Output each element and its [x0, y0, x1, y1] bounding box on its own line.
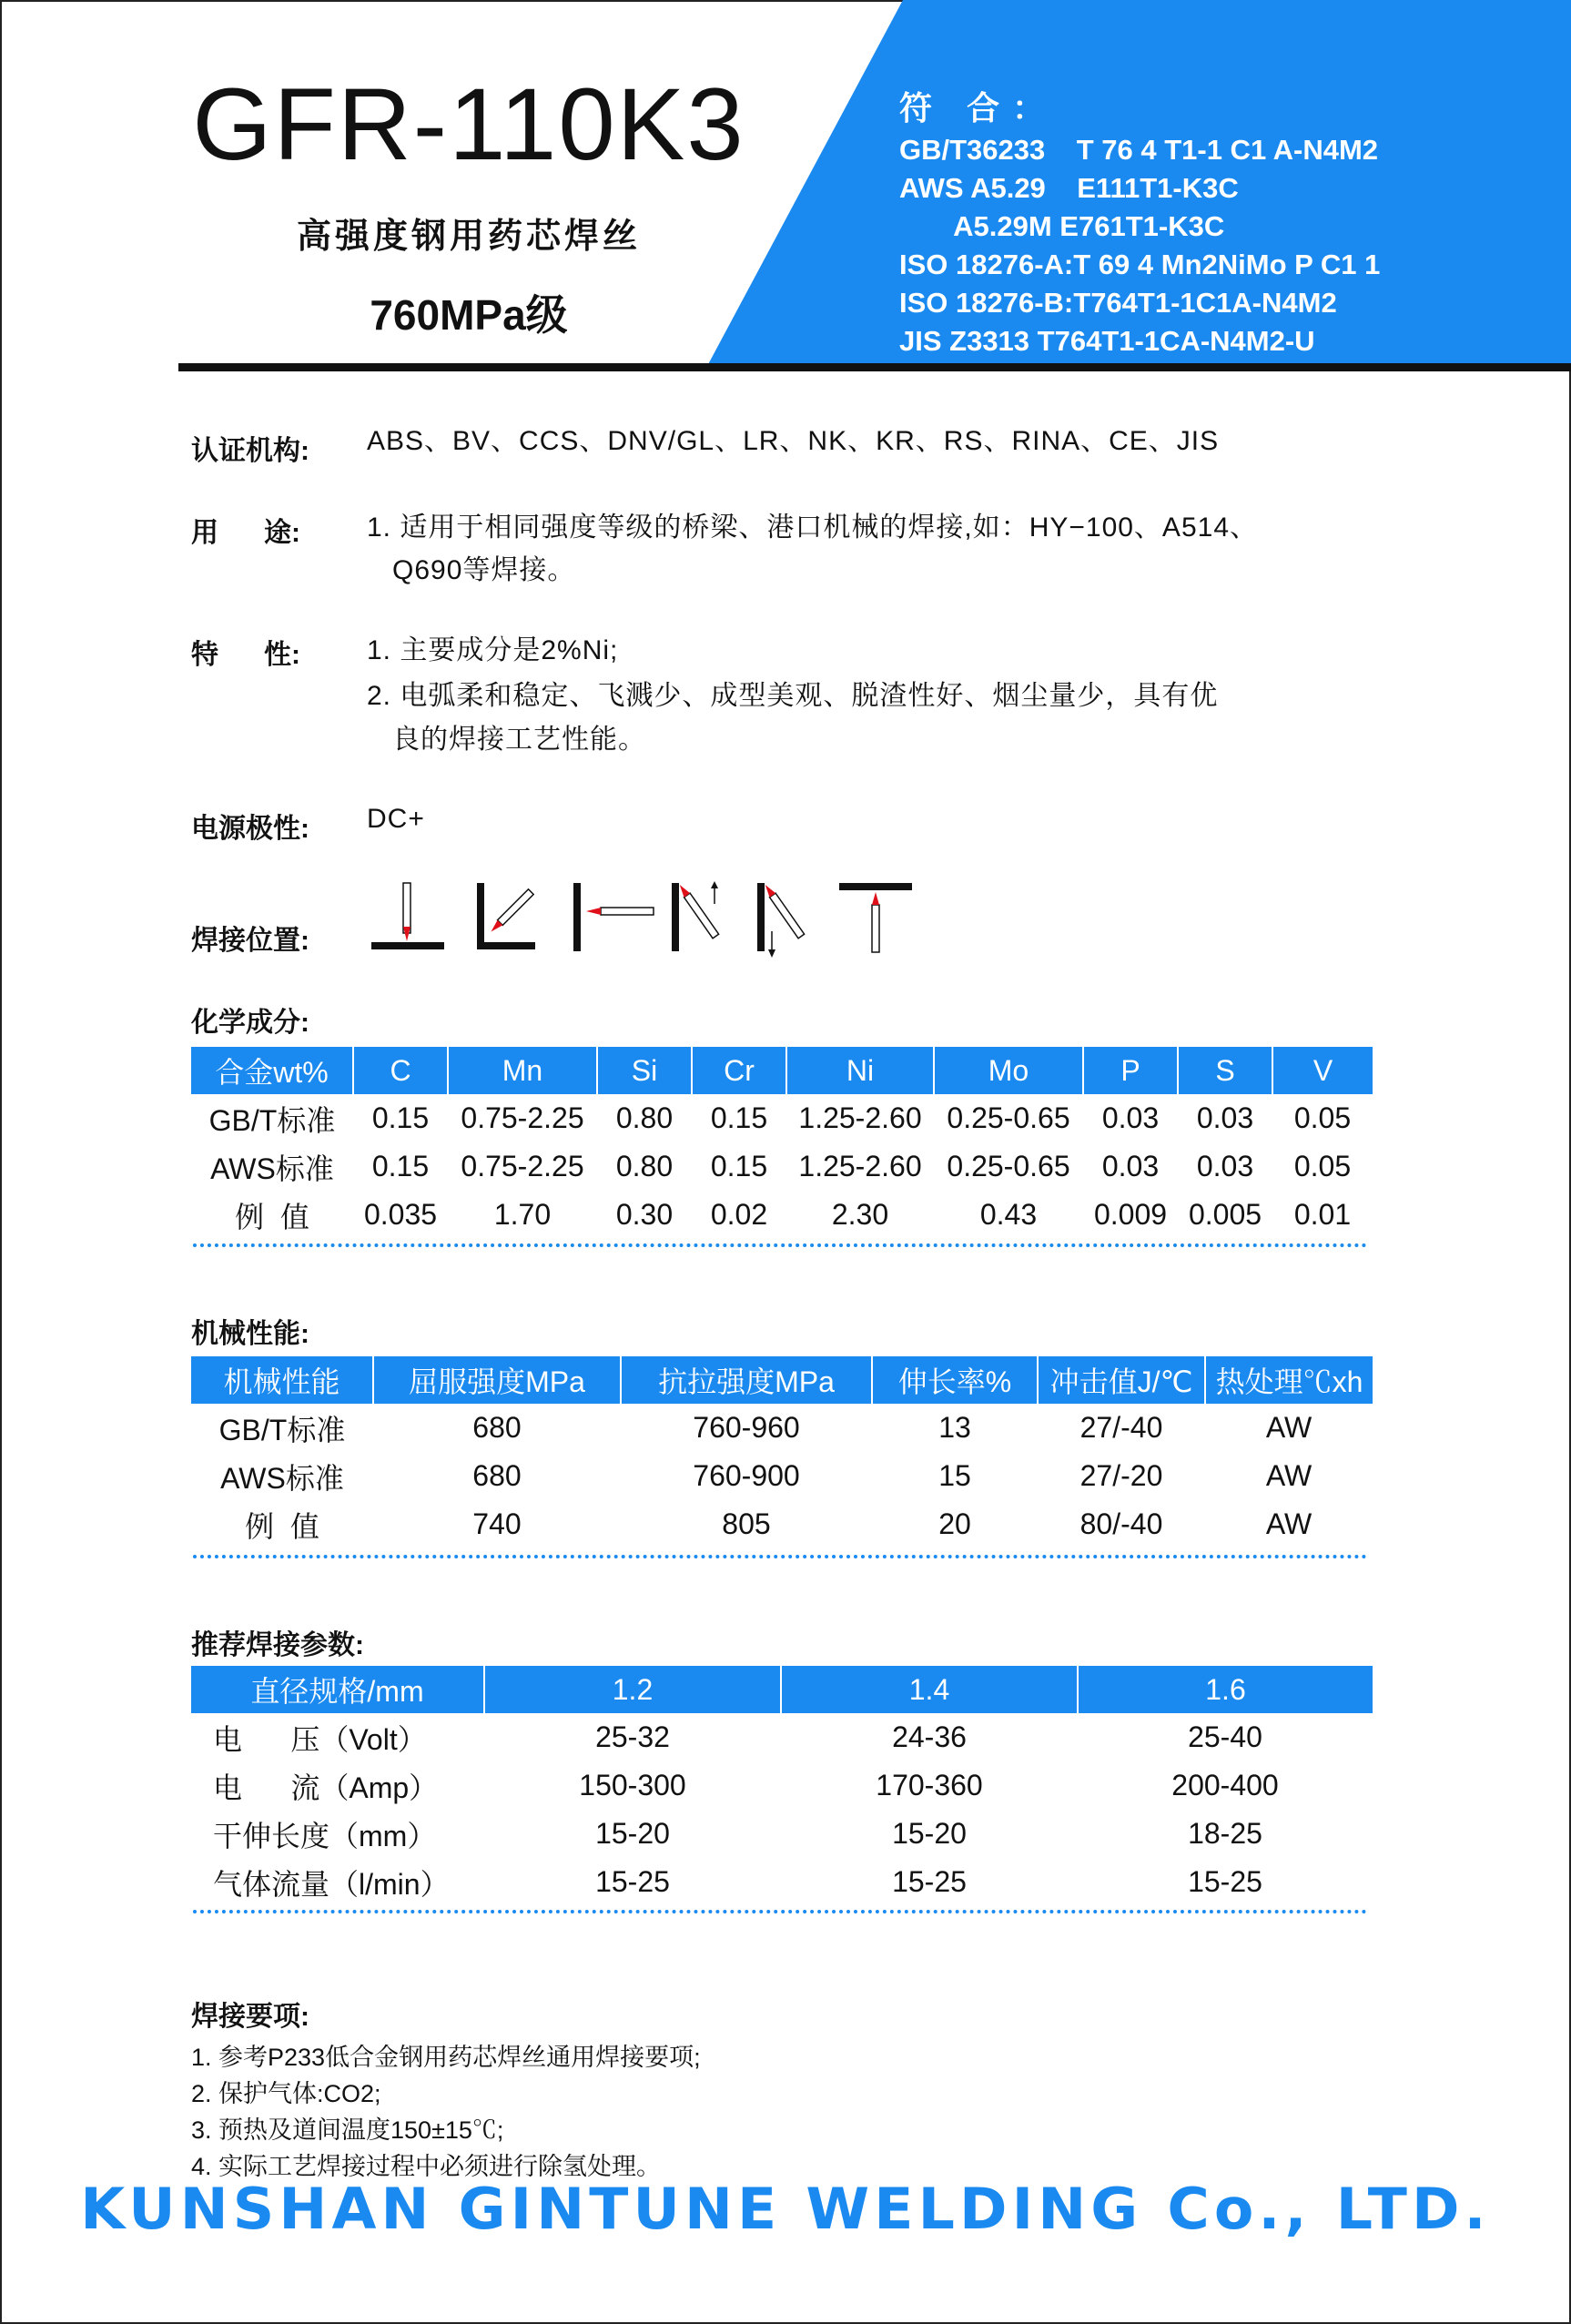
table-cell: 15	[938, 1459, 971, 1492]
chemical-header-cell: P	[1083, 1047, 1178, 1094]
table-cell: 0.80	[615, 1101, 674, 1134]
mechanical-table	[191, 1356, 1373, 1548]
standard-row: ISO 18276-A:T 69 4 Mn2NiMo P C1 1	[899, 249, 1381, 280]
cert-value: ABS、BV、CCS、DNV/GL、LR、NK、KR、RS、RINA、CE、JIS	[367, 426, 1220, 456]
table-row	[191, 1810, 1373, 1858]
cert-label: 认证机构:	[191, 436, 309, 466]
table-cell: 0.25-0.65	[947, 1150, 1070, 1182]
mechanical-header-cell: 抗拉强度MPa	[621, 1356, 872, 1404]
table-cell: 24-36	[892, 1720, 967, 1753]
welding-notes	[191, 1999, 701, 2185]
feature-label: 特 性:	[191, 640, 300, 670]
table-row	[191, 1500, 1373, 1548]
mechanical-title: 机械性能:	[191, 1319, 309, 1349]
table-cell: AWS标准	[210, 1152, 334, 1185]
standard-row: GB/T36233 T 76 4 T1-1 C1 A-N4M2	[899, 134, 1379, 166]
table-row	[191, 1404, 1373, 1452]
table-cell: 18-25	[1188, 1817, 1262, 1850]
table-cell: 电 压（Volt）	[213, 1722, 427, 1756]
table-cell: 15-25	[1188, 1865, 1262, 1898]
company-name: KUNSHAN GINTUNE WELDING Co., LTD.	[80, 2176, 1491, 2242]
table-cell: 0.03	[1101, 1150, 1160, 1182]
chemical-header-cell: V	[1272, 1047, 1373, 1094]
polarity-label: 电源极性:	[191, 814, 309, 844]
horizontal-fillet-icon	[477, 883, 535, 949]
table-cell: 气体流量（l/min）	[213, 1867, 450, 1901]
table-cell: AW	[1265, 1459, 1313, 1492]
table-cell: 760-960	[693, 1411, 800, 1444]
table-cell: 27/-40	[1079, 1411, 1163, 1444]
table-cell: 1.25-2.60	[798, 1150, 922, 1182]
table-cell: 0.05	[1293, 1101, 1352, 1134]
dotted-divider	[193, 1910, 1367, 1913]
params-header-cell: 1.6	[1078, 1666, 1373, 1713]
vertical-up-icon	[672, 881, 719, 951]
table-cell: 0.009	[1093, 1198, 1168, 1231]
table-cell: 805	[722, 1507, 771, 1540]
table-cell: 0.05	[1293, 1150, 1352, 1182]
chemical-header-cell: Cr	[692, 1047, 786, 1094]
chemical-header-row	[191, 1047, 1373, 1094]
table-cell: 0.035	[363, 1198, 438, 1231]
table-cell: 0.25-0.65	[947, 1101, 1070, 1134]
table-cell: 0.03	[1101, 1101, 1160, 1134]
table-cell: 15-20	[595, 1817, 670, 1850]
note-item: 4. 实际工艺焊接过程中必须进行除氢处理。	[191, 2153, 662, 2180]
use-value-1: 1. 适用于相同强度等级的桥梁、港口机械的焊接,如：HY−100、A514、	[367, 512, 1259, 543]
product-subtitle: 高强度钢用药芯焊丝	[296, 218, 641, 256]
table-cell: 150-300	[579, 1769, 686, 1801]
standard-row: A5.29M E761T1-K3C	[899, 210, 1225, 242]
table-cell: 15-20	[892, 1817, 967, 1850]
product-title: GFR-110K3	[192, 67, 745, 181]
table-cell: GB/T标准	[218, 1413, 346, 1446]
table-cell: 0.01	[1293, 1198, 1352, 1231]
params-header-row	[191, 1666, 1373, 1713]
table-cell: 740	[472, 1507, 522, 1540]
table-cell: 200-400	[1171, 1769, 1279, 1801]
params-header-cell: 直径规格/mm	[191, 1666, 484, 1713]
dotted-divider	[193, 1555, 1367, 1558]
params-table	[191, 1666, 1373, 1906]
table-cell: 例 值	[235, 1200, 309, 1233]
use-label: 用 途:	[191, 518, 300, 548]
params-header-cell: 1.2	[484, 1666, 781, 1713]
table-row	[191, 1452, 1373, 1500]
table-cell: 0.02	[710, 1198, 768, 1231]
note-item: 2. 保护气体:CO2;	[191, 2080, 381, 2107]
table-cell: 0.15	[371, 1150, 430, 1182]
table-row	[191, 1191, 1373, 1239]
mechanical-header-cell: 机械性能	[191, 1356, 373, 1404]
table-cell: 0.43	[979, 1198, 1038, 1231]
table-cell: 13	[938, 1411, 971, 1444]
chemical-header-cell: Si	[597, 1047, 692, 1094]
chemical-header-cell: Mn	[448, 1047, 597, 1094]
table-cell: GB/T标准	[208, 1103, 336, 1137]
table-cell: 1.25-2.60	[798, 1101, 922, 1134]
chemical-header-cell: C	[353, 1047, 448, 1094]
table-cell: 0.005	[1188, 1198, 1262, 1231]
table-cell: 2.30	[831, 1198, 889, 1231]
table-cell: 电 流（Amp）	[213, 1771, 439, 1804]
mechanical-header-cell: 热处理℃xh	[1205, 1356, 1373, 1404]
standards-heading: 符 合：	[899, 89, 1059, 127]
table-cell: AW	[1265, 1507, 1313, 1540]
mechanical-header-cell: 冲击值J/℃	[1038, 1356, 1205, 1404]
params-header-cell: 1.4	[781, 1666, 1078, 1713]
table-cell: 0.75-2.25	[461, 1101, 584, 1134]
notes-title: 焊接要项:	[191, 2002, 309, 2032]
table-cell: 680	[472, 1459, 522, 1492]
table-cell: 760-900	[693, 1459, 800, 1492]
overhead-position-icon	[839, 883, 912, 952]
note-item: 1. 参考P233低合金钢用药芯焊丝通用焊接要项;	[191, 2044, 701, 2071]
horizontal-position-icon	[573, 883, 654, 951]
table-cell: 0.75-2.25	[461, 1150, 584, 1182]
flat-position-icon	[371, 883, 444, 949]
feature-value-1: 1. 主要成分是2%Ni;	[367, 635, 619, 665]
table-cell: 0.15	[710, 1101, 768, 1134]
mechanical-header-cell: 屈服强度MPa	[373, 1356, 621, 1404]
table-cell: 20	[938, 1507, 971, 1540]
standards-block	[899, 89, 1380, 360]
table-cell: AWS标准	[220, 1461, 344, 1495]
table-cell: AW	[1265, 1411, 1313, 1444]
table-row	[191, 1713, 1373, 1761]
table-cell: 干伸长度（mm）	[213, 1819, 437, 1852]
table-cell: 0.15	[710, 1150, 768, 1182]
header-divider	[178, 363, 1571, 371]
vertical-down-icon	[757, 883, 805, 958]
product-grade: 760MPa级	[370, 291, 568, 339]
feature-value-2: 2. 电弧柔和稳定、飞溅少、成型美观、脱渣性好、烟尘量少，具有优	[367, 681, 1219, 711]
table-cell: 15-25	[892, 1865, 967, 1898]
table-row	[191, 1094, 1373, 1142]
table-row	[191, 1858, 1373, 1906]
dotted-divider	[193, 1243, 1367, 1247]
table-cell: 15-25	[595, 1865, 670, 1898]
standard-row: JIS Z3313 T764T1-1CA-N4M2-U	[899, 325, 1315, 357]
table-cell: 1.70	[493, 1198, 552, 1231]
table-cell: 25-40	[1188, 1720, 1262, 1753]
table-cell: 80/-40	[1079, 1507, 1163, 1540]
mechanical-header-cell: 伸长率%	[872, 1356, 1038, 1404]
chemical-table	[191, 1047, 1373, 1239]
table-cell: 0.30	[615, 1198, 674, 1231]
feature-value-3: 良的焊接工艺性能。	[367, 725, 647, 755]
table-cell: 170-360	[876, 1769, 983, 1801]
table-cell: 例 值	[245, 1509, 319, 1543]
use-value-2: Q690等焊接。	[367, 555, 576, 585]
polarity-value: DC+	[367, 804, 425, 834]
chemical-header-cell: Ni	[786, 1047, 934, 1094]
table-cell: 0.15	[371, 1101, 430, 1134]
table-cell: 0.03	[1196, 1150, 1254, 1182]
welding-positions-icons	[364, 881, 928, 963]
standard-row: AWS A5.29 E111T1-K3C	[899, 172, 1239, 204]
table-cell: 25-32	[595, 1720, 670, 1753]
note-item: 3. 预热及道间温度150±15℃;	[191, 2116, 504, 2144]
mechanical-header-row	[191, 1356, 1373, 1404]
chemical-header-cell: Mo	[934, 1047, 1083, 1094]
table-cell: 680	[472, 1411, 522, 1444]
table-cell: 27/-20	[1079, 1459, 1163, 1492]
table-row	[191, 1142, 1373, 1191]
chemical-header-cell: S	[1178, 1047, 1272, 1094]
table-row	[191, 1761, 1373, 1810]
table-cell: 0.03	[1196, 1101, 1254, 1134]
position-label: 焊接位置:	[191, 926, 309, 956]
params-title: 推荐焊接参数:	[191, 1630, 364, 1660]
table-cell: 0.80	[615, 1150, 674, 1182]
standard-row: ISO 18276-B:T764T1-1C1A-N4M2	[899, 287, 1337, 319]
chemical-title: 化学成分:	[191, 1008, 309, 1038]
chemical-header-cell: 合金wt%	[191, 1047, 353, 1094]
